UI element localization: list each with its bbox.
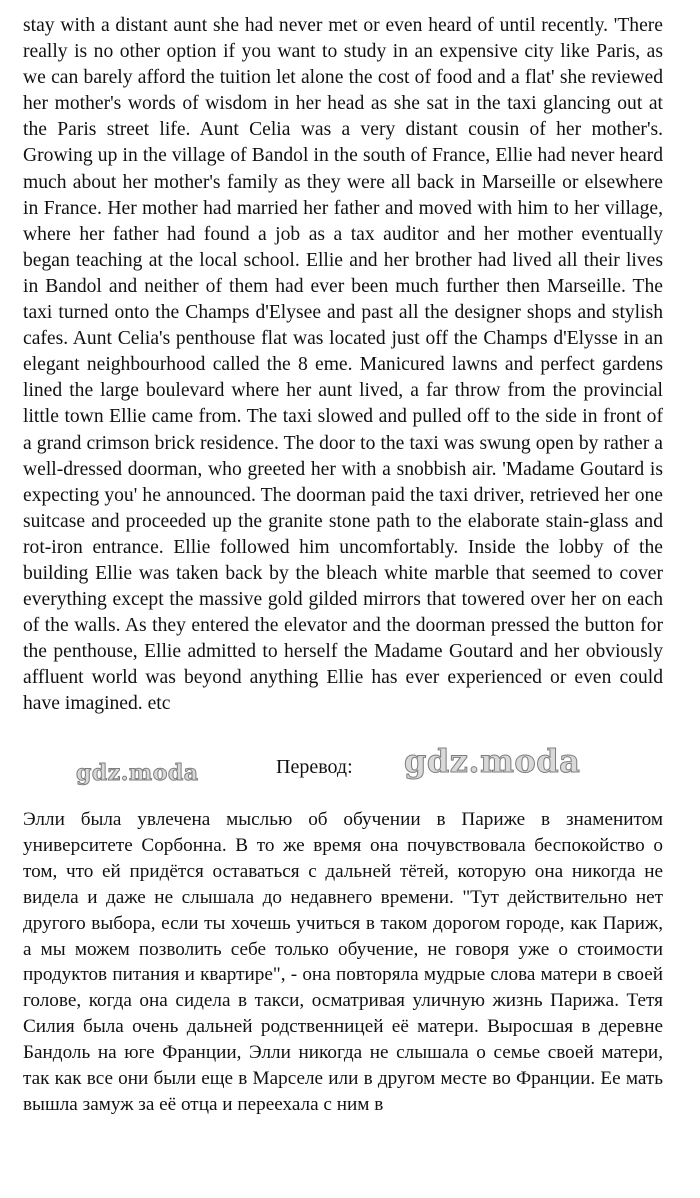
original-english-text: stay with a distant aunt she had never met or even heard of until recently. 'There really is no other option if you want to study in an expensive city like Paris, as we can barely afford the tuition let alone the cost of food and a flat' she reviewed her mother's words of wisdom in her head as she sat in the taxi glancing out at the Paris street life. Aunt Celia was a very distant cousin of her mother's. Growing up in the village of Bandol in the south of France, Ellie had never heard much about her mother's family as they were all back in Marseille or elsewhere in France. Her mother had married her father and moved with him to her village, where her father had found a job as a tax auditor and her mother eventually began teaching at the local school. Ellie and her brother had lived all their lives in Bandol and neither of them had ever been much further then Marseille. The taxi turned onto the Champs d'Elysee and past all the designer shops and stylish cafes. Aunt Celia's penthouse flat was located just off the Champs d'Elysse in an elegant neighbourhood called the 8 eme. Manicured lawns and perfect gardens lined the large boulevard where her aunt lived, a far throw from the provincial little town Ellie came from. The taxi slowed and pulled off to the side in front of a grand crimson brick residence. The door to the taxi was swung open by rather a well-dressed doorman, who greeted her with a snobbish air. 'Madame Goutard is expecting you' he announced. The doorman paid the taxi driver, retrieved her one suitcase and proceeded up the granite stone path to the elaborate stain-glass and rot-iron entrance. Ellie followed him uncomfortably. Inside the lobby of the building Ellie was taken back by the bleach white marble that seemed to cover everything except the massive gold gilded mirrors that towered over her on each of the walls. As they entered the elevator and the doorman pressed the button for the penthouse, Ellie admitted to herself the Madame Goutard and her obviously affluent world was beyond anything Ellie has ever experienced or even could have imagined. etc <box>23 15 663 715</box>
russian-translation-text: Элли была увлечена мыслью об обучении в Париже в знаменитом университете Сорбонна. В то же время она почувствовала беспокойство о том, что ей придётся оставаться с дальней тётей, которую она никогда не видела и даже не слышала до недавнего времени. "Тут действительно нет другого выбора, если ты хочешь учиться в таком дорогом городе, как Париж, а мы можем позволить себе только обучение, не говоря уже о стоимости продуктов питания и квартире", - она повторяла мудрые слова матери в своей голове, когда она сидела в такси, осматривая уличную жизнь Парижа. Тетя Силия была очень дальней родственницей её матери. Выросшая в деревне Бандоль на юге Франции, Элли никогда не слышала о семье своей матери, так как все они были еще в Марселе или в другом месте во Франции. Ее мать вышла замуж за её отца и переехала с ним в <box>23 809 663 1115</box>
watermark-logo-right: gdz.moda <box>404 742 581 780</box>
watermark-logo-left: gdz.moda <box>76 760 199 786</box>
translation-header <box>0 740 700 790</box>
translation-label: Перевод: <box>276 756 353 778</box>
